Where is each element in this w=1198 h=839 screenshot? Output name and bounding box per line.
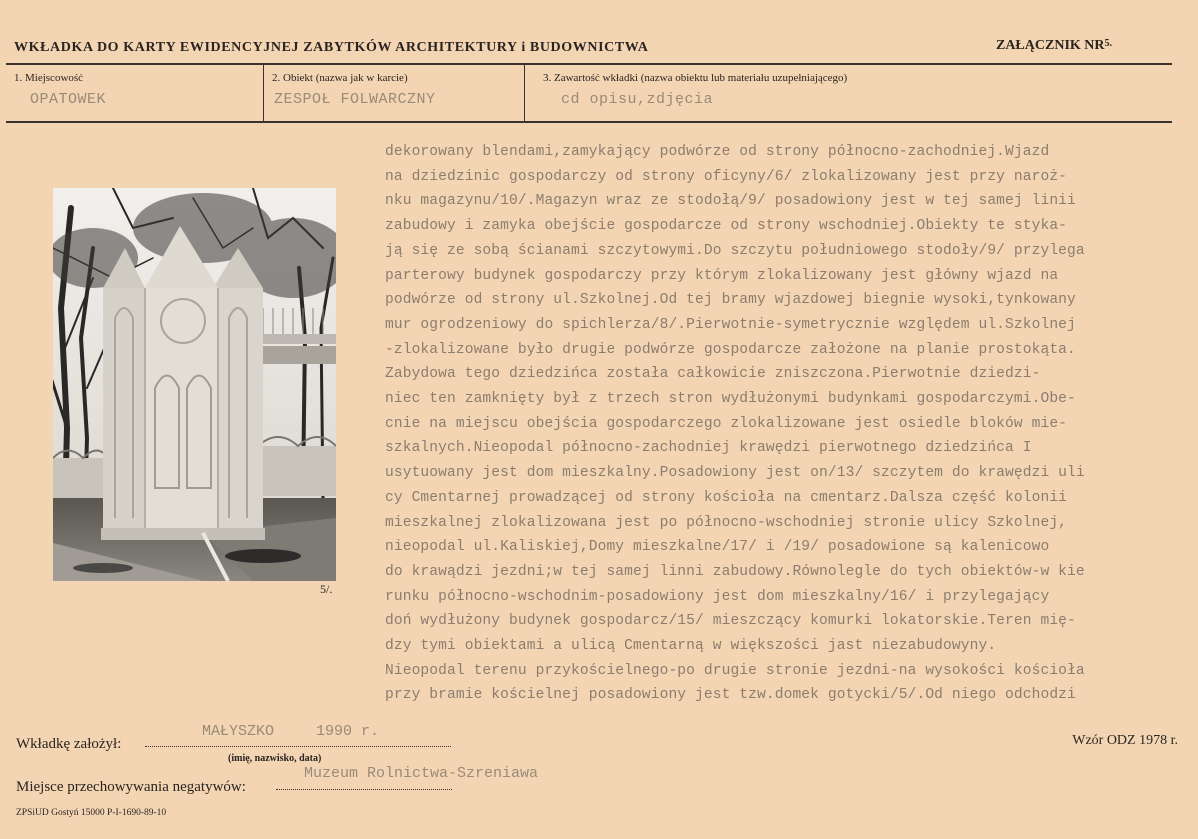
negatives-value: Muzeum Rolnictwa-Szreniawa <box>304 765 539 782</box>
negatives-label: Miejsce przechowywania negatywów: <box>16 779 246 795</box>
body-line: doń wydłużony budynek gospodarcz/15/ mieszczący komurki lokatorskie.Teren mię- <box>385 613 1076 630</box>
negatives-line <box>276 789 452 790</box>
created-by-value: MAŁYSZKO <box>202 723 275 740</box>
form-code: Wzór ODZ 1978 r. <box>1072 733 1178 748</box>
body-line: ją się ze sobą ścianami szczytowymi.Do szczytu południowego stodoły/9/ przylega <box>385 242 1085 259</box>
body-line: runku północno-wschodnim-posadowiony jest dom mieszkalny/16/ i przylegający <box>385 588 1050 605</box>
body-line: nku magazynu/10/.Magazyn wraz ze stodołą/9/ posadowiony jest w tej samej linii <box>385 193 1076 210</box>
print-note: ZPSiUD Gostyń 15000 P-I-1690-89-10 <box>16 808 167 818</box>
header-top-rule <box>6 63 1172 65</box>
created-by-label: Wkładkę założył: <box>16 736 122 752</box>
body-line: na dziedzinic gospodarczy od strony oficyny/6/ zlokalizowany jest przy naroż- <box>385 168 1068 185</box>
contents-value: cd opisu,zdjęcia <box>561 91 714 108</box>
body-line: parterowy budynek gospodarczy przy którym zlokalizowany jest główny wjazd na <box>385 267 1059 284</box>
annex-label <box>996 38 1112 54</box>
body-line: mur ogrodzeniowy do spichlerza/8/.Pierwotnie-symetrycznie względem ul.Szkolnej <box>385 316 1076 333</box>
body-line: dekorowany blendami,zamykający podwórze od strony północno-zachodniej.Wjazd <box>385 144 1050 160</box>
body-line: przy bramie kościelnej posadowiony jest tzw.domek gotycki/5/.Od niego odchodzi <box>385 687 1076 704</box>
body-line: szkalnych.Nieopodal północno-zachodniej krawędzi pierwotnego dziedzińca I <box>385 440 1032 457</box>
body-line: cnie na miejscu obejścia gospodarczego zlokalizowane jest osiedle bloków mie- <box>385 415 1068 432</box>
photo-number-mark: 5/. <box>320 582 333 596</box>
created-date: 1990 r. <box>316 723 380 740</box>
object-label: 2. Obiekt (nazwa jak w karcie) <box>272 72 408 84</box>
locality-value: OPATOWEK <box>30 91 107 108</box>
header-bottom-rule <box>6 121 1172 123</box>
body-line: zabudowy i zamyka obejście gospodarcze od strony wschodniej.Obiekty te styka- <box>385 218 1068 235</box>
body-line: podwórze od strony ul.Szkolnej.Od tej bramy wjazdowej biegnie wysoki,tynkowany <box>385 292 1076 309</box>
object-value: ZESPOŁ FOLWARCZNY <box>274 91 436 108</box>
body-line: cy Cmentarnej prowadzącej od strony kościoła na cmentarz.Dalsza część kolonii <box>385 489 1068 506</box>
card-title: WKŁADKA DO KARTY EWIDENCYJNEJ ZABYTKÓW ARCHITEKTURY i BUDOWNICTWA <box>14 40 649 55</box>
body-line: niec ten zamknięty był z trzech stron wydłużonymi budynkami gospodarczymi.Obe- <box>385 391 1076 408</box>
body-line: usytuowany jest dom mieszkalny.Posadowiony jest on/13/ szczytem do krawędzi uli <box>385 465 1085 482</box>
annex-number: 5. <box>1104 38 1112 49</box>
body-line: mieszkalnej zlokalizowana jest po północno-wschodniej stronie ulicy Szkolnej, <box>385 514 1068 531</box>
gothic-cottage-photo <box>53 188 336 581</box>
body-line: dzy tymi obiektami a ulicą Cmentarną w większości jast niezabudowyny. <box>385 638 997 655</box>
body-line: Zabydowa tego dziedzińca została całkowicie zniszczona.Pierwotnie dziedzi- <box>385 366 1041 383</box>
description-body <box>385 140 1185 708</box>
created-by-line <box>145 746 451 747</box>
annex-label-text: ZAŁĄCZNIK NR <box>995 38 1105 53</box>
body-line: -zlokalizowane było drugie podwórze gospodarcze założone na planie prostokąta. <box>385 341 1076 358</box>
created-by-sublabel: (imię, nazwisko, data) <box>228 753 322 764</box>
photo-image <box>53 188 336 581</box>
contents-label: 3. Zawartość wkładki (nazwa obiektu lub materiału uzupełniającego) <box>543 72 848 84</box>
field-divider-1 <box>263 65 264 121</box>
body-line: nieopodal ul.Kaliskiej,Domy mieszkalne/17/ i /19/ posadowione są kalenicowo <box>385 539 1050 556</box>
body-line: Nieopodal terenu przykościelnego-po drugie stronie jezdni-na wysokości kościoła <box>385 662 1085 679</box>
locality-label: 1. Miejscowość <box>14 72 84 84</box>
body-line: do krawądzi jezdni;w tej samej linni zabudowy.Równolegle do tych obiektów-w kie <box>385 563 1085 580</box>
field-divider-2 <box>524 65 525 121</box>
